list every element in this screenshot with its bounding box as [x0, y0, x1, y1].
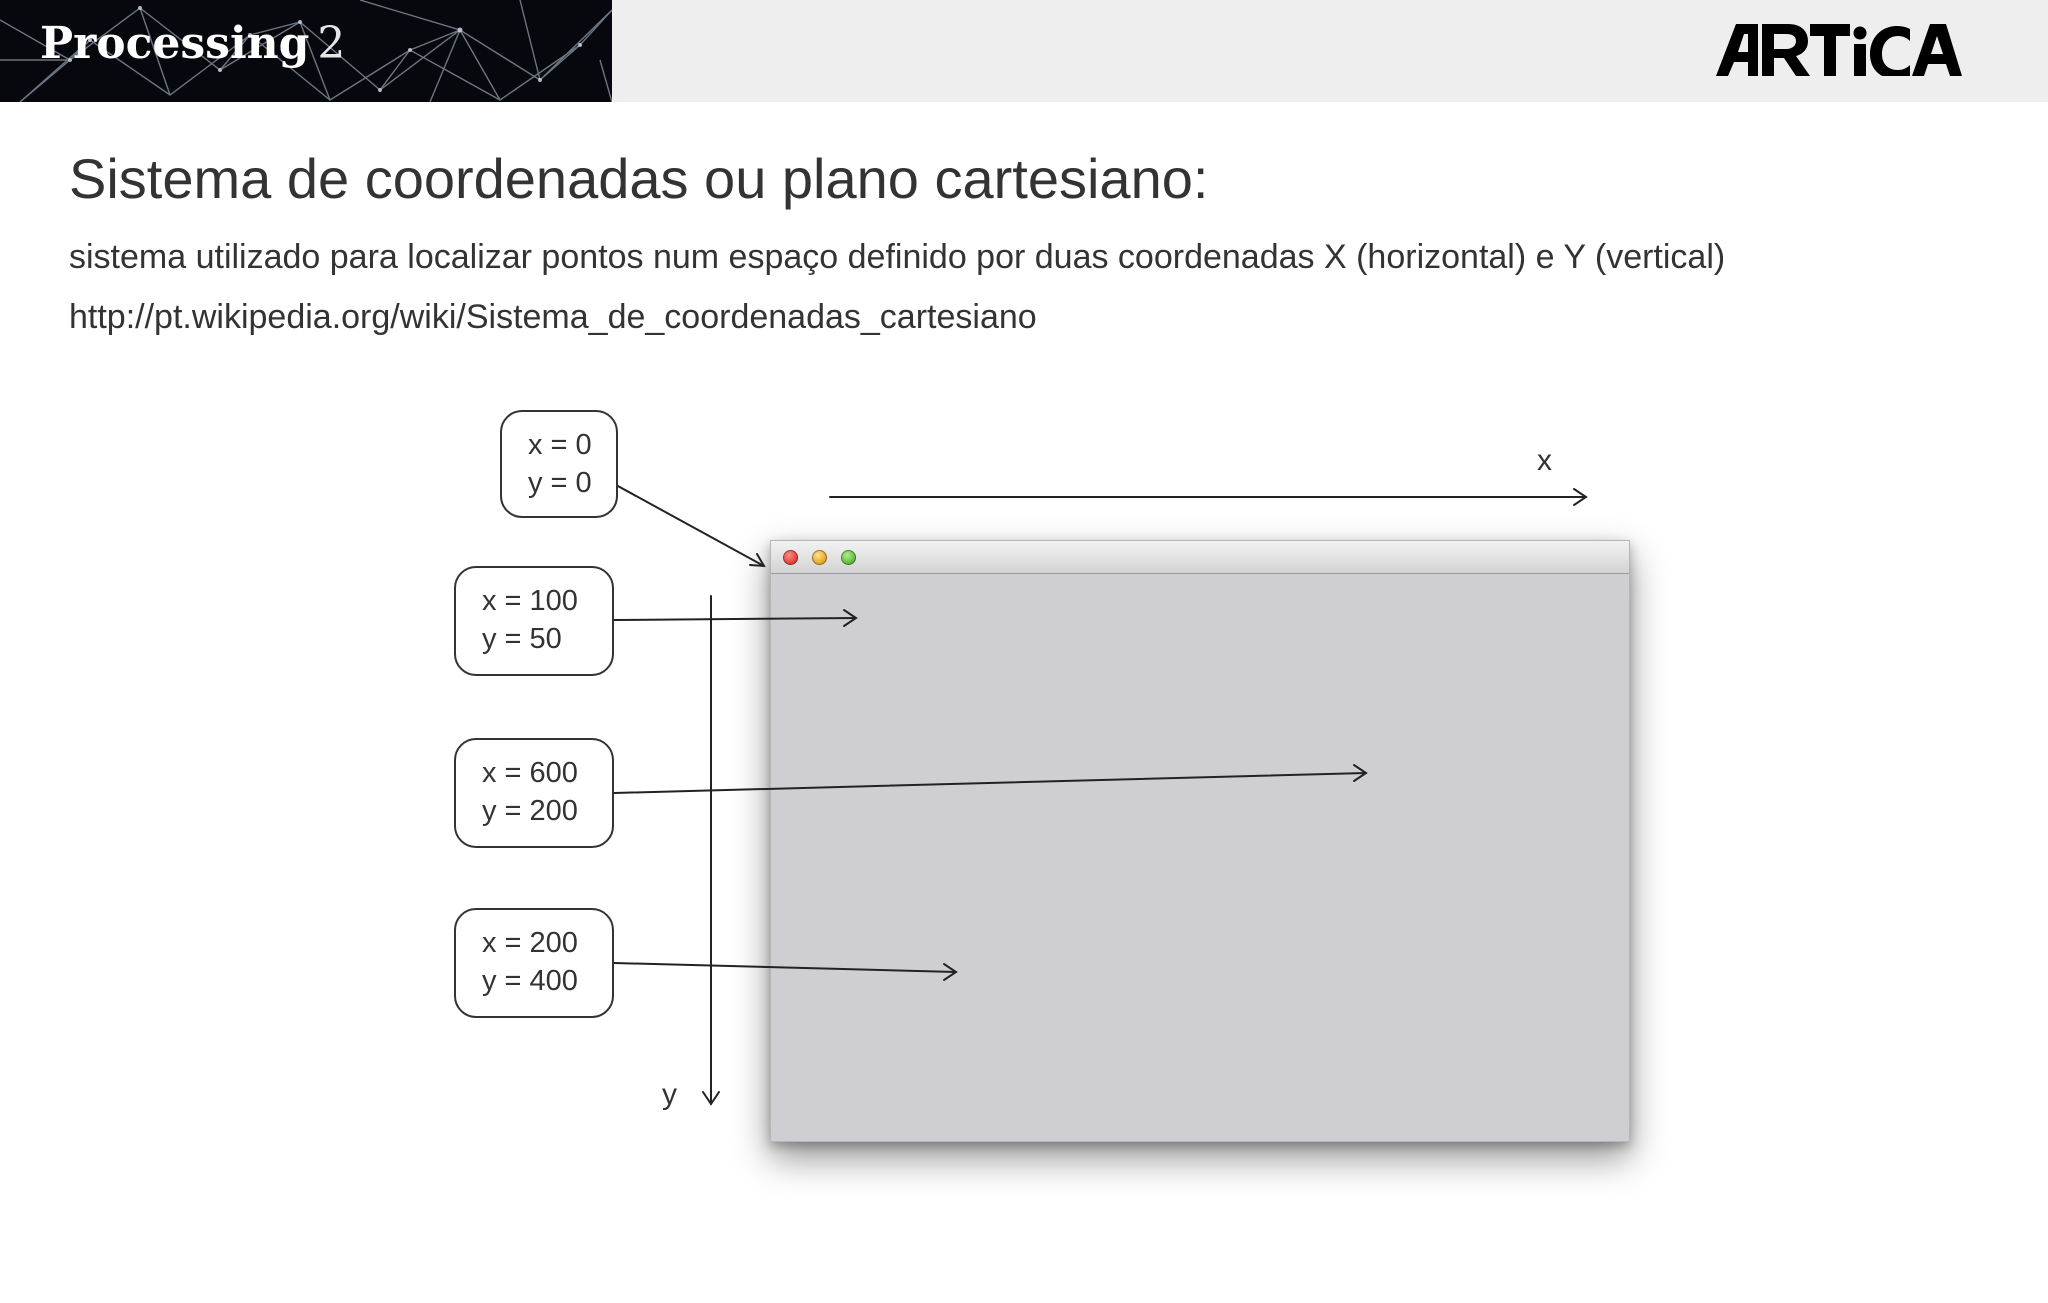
coord-y: y = 200 — [482, 795, 578, 827]
coord-x: x = 200 — [482, 927, 578, 959]
pointer-d — [614, 963, 956, 972]
coord-y: y = 400 — [482, 965, 578, 997]
reference-link[interactable]: http://pt.wikipedia.org/wiki/Sistema_de_coordenadas_cartesiano — [69, 298, 1037, 336]
course-version: 2 — [317, 18, 346, 69]
pointer-c — [614, 773, 1366, 793]
coord-y: y = 0 — [528, 467, 592, 499]
coord-x: x = 100 — [482, 585, 578, 617]
coord-x: x = 0 — [528, 429, 592, 461]
pointer-origin — [616, 485, 764, 566]
coord-y: y = 50 — [482, 623, 562, 655]
coord-x: x = 600 — [482, 757, 578, 789]
x-axis-label: x — [1537, 444, 1552, 477]
y-axis-label: y — [662, 1078, 677, 1111]
coord-label-point — [454, 738, 614, 848]
slide-description: sistema utilizado para localizar pontos num espaço definido por duas coordenadas X (horizontal) e Y (vertical) — [69, 238, 1726, 276]
coord-label-origin — [500, 410, 618, 518]
coord-label-point — [454, 908, 614, 1018]
course-name: Processing — [40, 18, 310, 69]
pointer-b — [614, 618, 856, 620]
coord-label-point — [454, 566, 614, 676]
slide-title: Sistema de coordenadas ou plano cartesiano: — [69, 147, 1209, 210]
